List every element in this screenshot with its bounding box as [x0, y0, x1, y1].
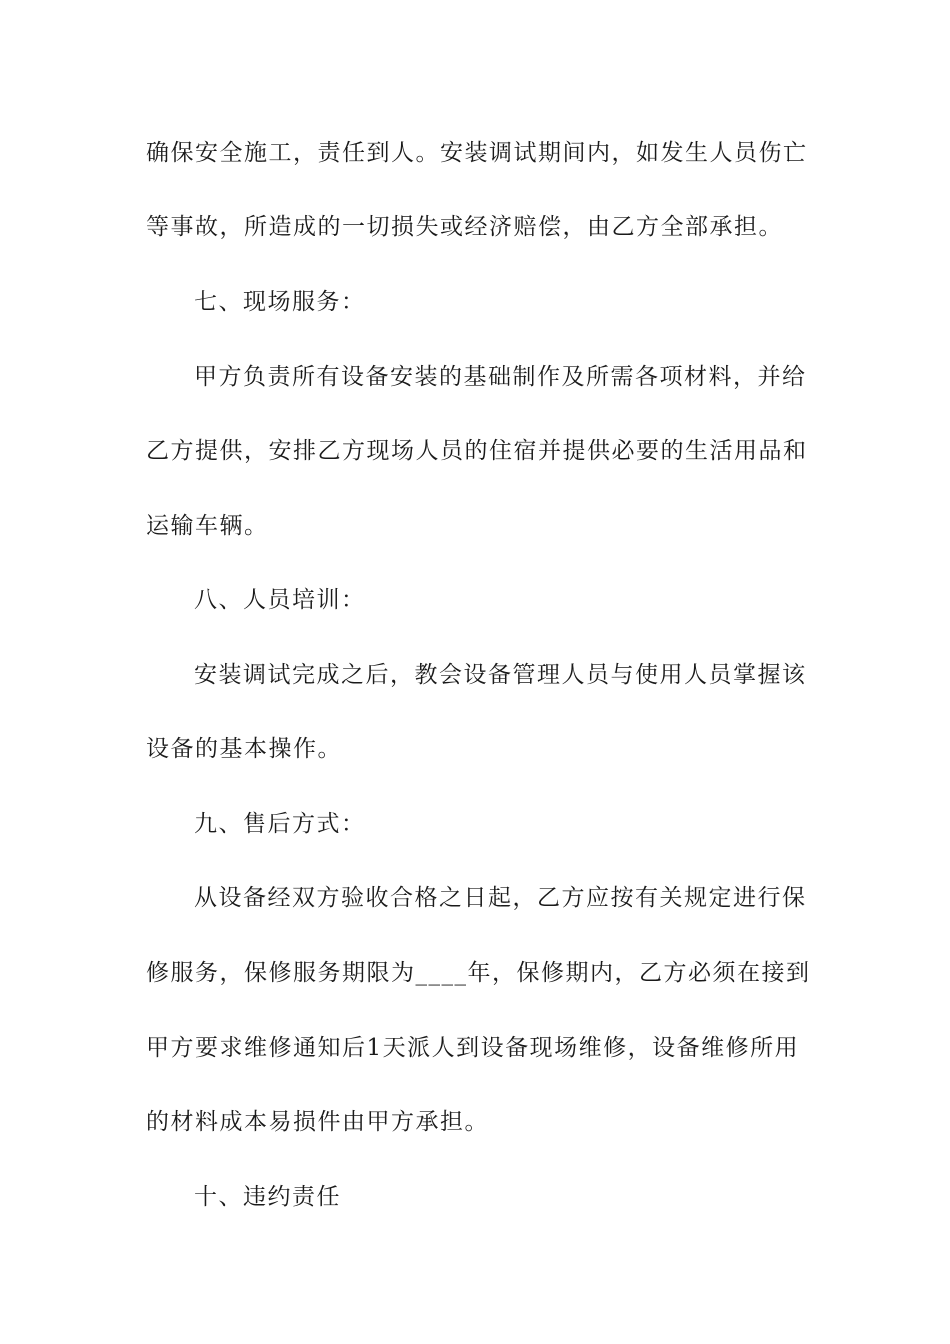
body-text-line: 设备的基本操作。	[146, 736, 342, 762]
section-heading-9: 九、售后方式：	[194, 811, 366, 837]
body-text-line: 安装调试完成之后，教会设备管理人员与使用人员掌握该	[194, 662, 807, 688]
body-text-line: 甲方负责所有设备安装的基础制作及所需各项材料，并给	[194, 364, 807, 390]
body-text-line: 甲方要求维修通知后1天派人到设备现场维修，设备维修所用	[146, 1035, 800, 1061]
body-text-line: 确保安全施工，责任到人。安装调试期间内，如发生人员伤亡	[146, 140, 808, 166]
body-text-line: 修服务，保修服务期限为____年，保修期内，乙方必须在接到	[146, 960, 811, 986]
section-heading-10: 十、违约责任	[194, 1184, 341, 1210]
body-text-line: 乙方提供，安排乙方现场人员的住宿并提供必要的生活用品和	[146, 438, 808, 464]
body-text-line: 等事故，所造成的一切损失或经济赔偿，由乙方全部承担。	[146, 214, 783, 240]
section-heading-8: 八、人员培训：	[194, 587, 366, 613]
body-text-line: 的材料成本易损件由甲方承担。	[146, 1109, 489, 1135]
section-heading-7: 七、现场服务：	[194, 289, 366, 315]
body-text-line: 从设备经双方验收合格之日起，乙方应按有关规定进行保	[194, 885, 807, 911]
body-text-line: 运输车辆。	[146, 513, 269, 539]
